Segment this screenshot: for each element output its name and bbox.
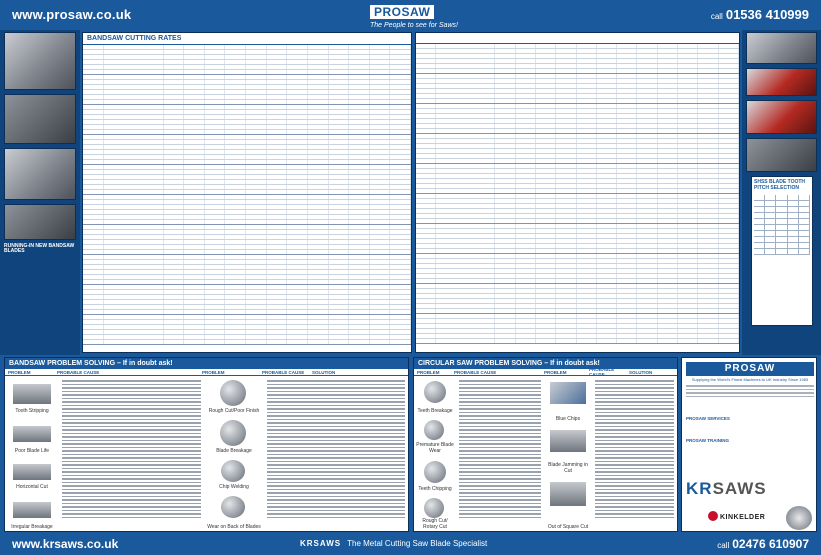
- problem-rough-rotary-cut: [416, 496, 454, 532]
- brand-address-block: [686, 385, 814, 403]
- circular-problem-solving: [413, 357, 678, 532]
- header-call-label: call: [710, 12, 723, 21]
- brand-prosaw-logo: PROSAW: [686, 362, 814, 376]
- kinkelder-logo-icon: [708, 511, 718, 521]
- out-of-square-image: [550, 482, 586, 506]
- bandsaw-col-problem-2: PROBLEM: [202, 369, 225, 375]
- blade-jamming-label: Blade Jamming in Cut: [548, 462, 588, 474]
- problem-blade-jamming: [546, 426, 590, 476]
- header-phone[interactable]: 01536 410999: [725, 7, 809, 22]
- irregular-breakage-image: [13, 502, 51, 518]
- circular-col-cause: PROBABLE CAUSE: [454, 369, 497, 375]
- cutting-rates-table-left: [82, 32, 412, 353]
- header-phone-block: [711, 7, 809, 22]
- circular-col-problem: PROBLEM: [417, 369, 440, 375]
- cutting-rates-title: BANDSAW CUTTING RATES: [83, 33, 411, 45]
- bandsaw-causes-solutions-left: [59, 378, 204, 532]
- footer-call-label: call: [717, 541, 730, 550]
- footer-tagline: The Metal Cutting Saw Blade Specialist: [347, 539, 488, 548]
- bandsaw-ps-body: [5, 376, 408, 531]
- out-of-square-label: Out of Square Cut: [547, 524, 589, 530]
- circular-col-solution: SOLUTION: [629, 369, 653, 375]
- teeth-chipping-label: Teeth Chipping: [418, 486, 452, 492]
- pitch-title: SHSS BLADE TOOTH PITCH SELECTION: [754, 179, 806, 191]
- blue-chips-label: Blue Chips: [555, 416, 581, 422]
- circular-causes-solutions-left: [456, 378, 544, 532]
- pitch-grid: [754, 195, 810, 255]
- header-brand: PROSAW: [370, 5, 434, 19]
- horizontal-cut-image: [13, 464, 51, 480]
- bandsaw-causes-solutions-right: [264, 378, 408, 532]
- table-rows-right: [416, 44, 739, 344]
- teeth-chipping-image: [424, 461, 446, 483]
- footer-brand: KRSAWS: [300, 539, 342, 548]
- brand-tagline: Supplying the World's Finest Machines to UK Industry Since 1983: [691, 377, 809, 382]
- problem-poor-blade-life: [7, 418, 57, 456]
- bandsaw-photo: [4, 32, 76, 90]
- cutting-rates-title-right: [416, 33, 739, 44]
- premature-wear-label: Premature Blade Wear: [416, 442, 454, 454]
- problem-chip-welding: [206, 458, 262, 492]
- bandsaw-ps-title: BANDSAW PROBLEM SOLVING – If in doubt ask!: [5, 358, 408, 369]
- blade-closeup-photo: [4, 148, 76, 200]
- tooth-stripping-label: Tooth Stripping: [15, 408, 49, 414]
- horizontal-cut-label: Horizontal Cut: [16, 484, 48, 490]
- circular-ps-title: CIRCULAR SAW PROBLEM SOLVING – If in doubt ask!: [414, 358, 677, 369]
- saw-photo-1: [746, 32, 817, 64]
- chip-welding-label: Chip Welding: [219, 484, 249, 490]
- bandsaw-ps-header: [5, 369, 408, 376]
- circular-ps-body: [414, 376, 677, 531]
- problem-out-of-square: [546, 478, 590, 532]
- footer: [0, 533, 821, 555]
- footer-website[interactable]: www.krsaws.co.uk: [12, 537, 119, 551]
- circular-causes-solutions-right: [592, 378, 677, 532]
- problem-teeth-chipping: [416, 458, 454, 494]
- wear-back-label: Wear on Back of Blades: [207, 524, 261, 530]
- teeth-breakage-image: [424, 381, 446, 403]
- footer-brand-line: [300, 539, 487, 548]
- problem-tooth-stripping: [7, 378, 57, 416]
- circular-blade-image: [786, 506, 812, 530]
- brand-services-label: PROSAW SERVICES: [686, 416, 730, 421]
- poor-blade-life-label: Poor Blade Life: [14, 448, 50, 454]
- blade-breakage-label: Blade Breakage: [216, 448, 252, 454]
- problem-horizontal-cut: [7, 458, 57, 492]
- circular-col-cause-2: PROBABLE CAUSE: [589, 367, 615, 377]
- rough-rotary-cut-label: Rough Cut/ Rotary Cut: [422, 518, 448, 530]
- saw-photo-4: [746, 138, 817, 172]
- problem-wear-back: [206, 494, 262, 532]
- poor-blade-life-image: [13, 426, 51, 442]
- irregular-breakage-label: Irregular Breakage: [11, 524, 53, 530]
- footer-phone[interactable]: 02476 610907: [732, 537, 809, 551]
- blade-jamming-image: [550, 430, 586, 452]
- table-rows-left: [83, 45, 411, 345]
- kinkelder-logo-text: KINKELDER: [720, 514, 766, 521]
- blue-chips-image: [550, 382, 586, 404]
- cutting-rates-table-right: [415, 32, 740, 353]
- problem-teeth-breakage: [416, 378, 454, 416]
- blade-breakage-image: [220, 420, 246, 446]
- problem-irregular-breakage: [7, 494, 57, 532]
- tooth-stripping-image: [13, 384, 51, 404]
- bandsaw-col-cause-2: PROBABLE CAUSE: [262, 369, 305, 375]
- circular-col-problem-2: PROBLEM: [544, 369, 567, 375]
- problem-rough-cut: [206, 378, 262, 416]
- chip-welding-image: [221, 460, 245, 482]
- bandsaw-problem-solving: [4, 357, 409, 532]
- saw-photo-2: [746, 68, 817, 96]
- saw-photo-3: [746, 100, 817, 134]
- table-row: [416, 339, 739, 344]
- running-in-title: RUNNING-IN NEW BANDSAW BLADES: [4, 243, 75, 254]
- problem-blue-chips: [546, 378, 590, 424]
- rough-cut-image: [220, 380, 246, 406]
- running-in-note: [4, 244, 76, 255]
- pitch-selection-panel: [751, 176, 813, 326]
- brand-panel: [681, 357, 817, 532]
- prosaw-logo: [370, 3, 462, 27]
- problem-premature-wear: [416, 418, 454, 456]
- brand-krsaws-logo: [686, 480, 814, 498]
- bandsaw-col-solution: SOLUTION: [312, 369, 336, 375]
- table-row: [83, 340, 411, 345]
- circular-ps-header: [414, 369, 677, 376]
- left-photo-column: [0, 30, 80, 355]
- krsaws-prefix: KR: [686, 479, 713, 498]
- bandsaw-col-cause: PROBABLE CAUSE: [57, 369, 100, 375]
- rough-cut-label: Rough Cut/Poor Finish: [208, 408, 260, 414]
- rough-rotary-cut-image: [424, 498, 444, 518]
- brand-training-label: PROSAW TRAINING: [686, 438, 730, 443]
- footer-phone-block: [717, 537, 809, 551]
- krsaws-suffix: SAWS: [712, 479, 767, 498]
- premature-wear-image: [424, 420, 444, 440]
- bandsaw-machine-photo: [4, 94, 76, 144]
- problem-blade-breakage: [206, 418, 262, 456]
- teeth-breakage-label: Teeth Breakage: [417, 408, 453, 414]
- saw-cut-photo: [4, 204, 76, 240]
- bandsaw-col-problem: PROBLEM: [8, 369, 31, 375]
- header: [0, 0, 821, 30]
- wear-back-image: [221, 496, 245, 518]
- header-tagline: The People to see for Saws!: [370, 22, 458, 29]
- header-website[interactable]: www.prosaw.co.uk: [12, 7, 132, 22]
